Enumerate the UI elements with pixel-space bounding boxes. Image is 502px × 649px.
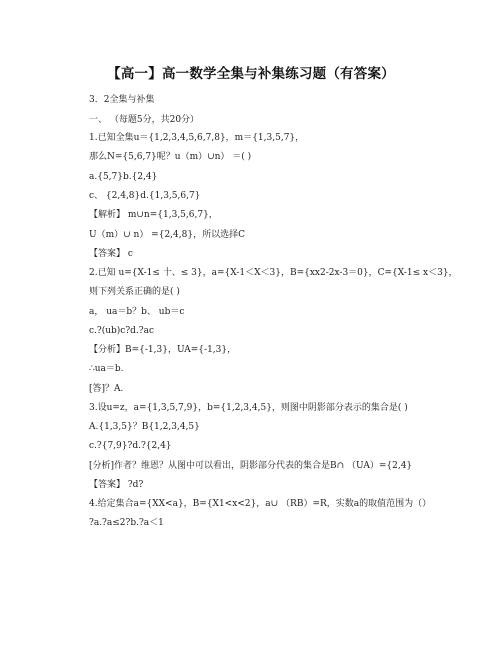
text-line: U（m）∪ n） ={2,4,8}，所以选择C [89, 230, 245, 240]
text-line: 则下列关系正确的是( ) [89, 287, 180, 297]
text-line: 3.设u=z，a={1,3,5,7,9}，b={1,2,3,4,5}，则图中阴影部分表示的集合是( ) [89, 403, 408, 413]
text-line: 1.已知全集u＝{1,2,3,4,5,6,7,8}，m＝{1,3,5,7}， [89, 133, 305, 143]
text-line: 一、 （每题5分，共20分） [89, 115, 200, 125]
text-line: ∴ua＝b. [89, 364, 124, 374]
text-line: [分析]作者？维恩？从图中可以看出，阴影部分代表的集合是B∩ （UA）={2,4} [89, 461, 413, 471]
text-line: a.{5,7}b.{2,4} [89, 172, 158, 182]
text-line: [答]？A. [89, 384, 124, 394]
text-line: c、 {2,4,8}d.{1,3,5,6,7} [89, 191, 201, 201]
text-line: ?a.?a≤2?b.?a＜1 [89, 518, 164, 528]
text-line: 2.已知 u={X-1≤ 十、≤ 3}，a={X-1＜X＜3}，B={xx2-2x-3＝0}，C={X-1≤ x＜3}， [89, 268, 458, 278]
text-line: A.{1,3,5}？B{1,2,3,4,5} [89, 422, 200, 432]
text-line: 【分析】B={-1,3}，UA={-1,3}， [89, 345, 237, 355]
text-line: a， ua＝b？b、 ub＝c [89, 307, 185, 317]
document-title: 【高一】高一数学全集与补集练习题（有答案） [107, 66, 395, 82]
text-line: 4.给定集合a={XX<a}，B={X1<x<2}，a∪ （RB）=R，实数a的取值范围为（） [89, 499, 432, 509]
text-line: c.?(ub)c?d.?ac [89, 326, 155, 336]
text-line: 那么N={5,6,7}呢？u（m）∪n） ＝( ) [89, 152, 252, 162]
text-line: 【答案】 c [89, 249, 133, 259]
text-line: c.?{7,9}?d.?{2,4} [89, 441, 172, 451]
text-line: 3．2全集与补集 [89, 95, 155, 105]
text-line: 【解析】 m∪n={1,3,5,6,7}， [89, 210, 218, 220]
text-line: 【答案】 ?d? [89, 480, 144, 490]
